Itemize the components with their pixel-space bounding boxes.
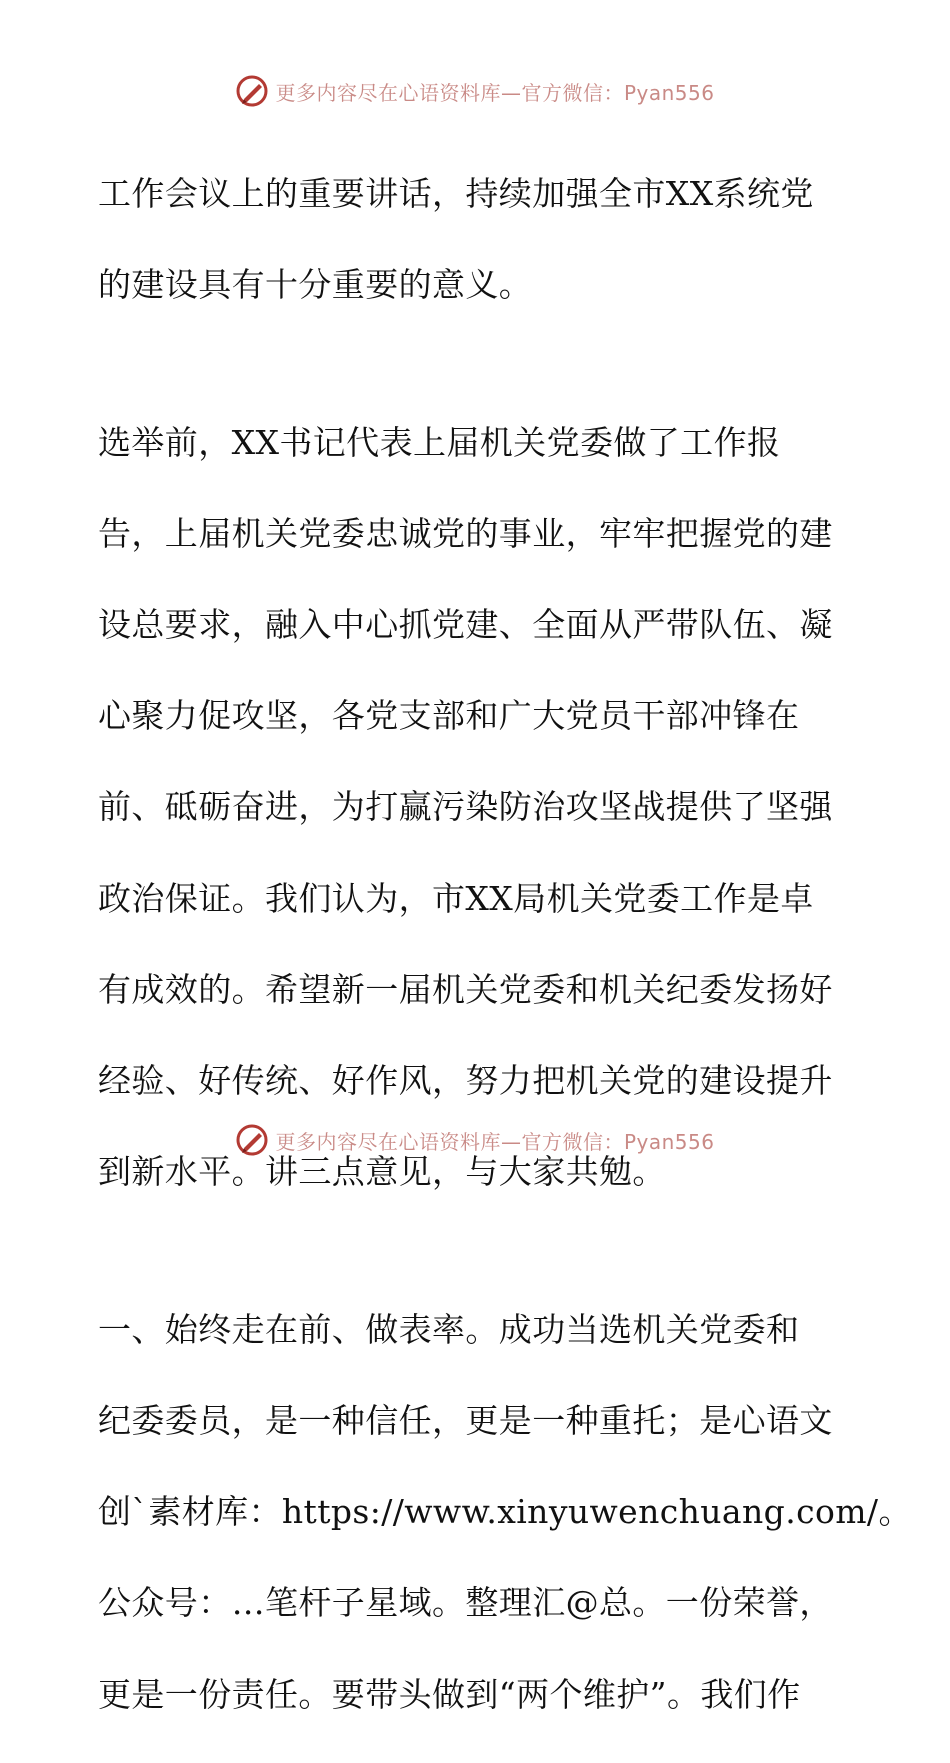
text-line: 更是一份责任。要带头做到“两个维护”。我们作 (98, 1674, 801, 1714)
header-watermark (0, 71, 950, 111)
header-watermark-text: 更多内容尽在心语资料库—官方微信：Pyan556 (275, 80, 715, 105)
text-line: 选举前，XX书记代表上届机关党委做了工作报 (98, 422, 781, 462)
document-body (98, 125, 912, 1763)
paragraph-1 (98, 125, 858, 353)
footer-watermark (0, 1120, 950, 1160)
text-line: 告，上届机关党委忠诚党的事业，牢牢把握党的建 (98, 513, 833, 553)
text-line: 有成效的。希望新一届机关党委和机关纪委发扬好 (98, 969, 833, 1009)
text-line: 政治保证。我们认为，市XX局机关党委工作是卓 (98, 878, 814, 918)
text-line: 心聚力促攻坚，各党支部和广大党员干部冲锋在 (98, 696, 800, 736)
text-line: 一、始终走在前、做表率。成功当选机关党委和 (98, 1309, 800, 1349)
text-line: 经验、好传统、好作风，努力把机关党的建设提升 (98, 1060, 833, 1100)
text-line: 纪委委员，是一种信任，更是一种重托；是心语文 (98, 1401, 833, 1441)
pen-seal-logo-icon (235, 74, 269, 108)
paragraph-3 (98, 1261, 912, 1763)
text-line: 到新水平。讲三点意见，与大家共勉。 (98, 1152, 666, 1192)
text-line: 的建设具有十分重要的意义。 (98, 264, 533, 304)
pen-seal-logo-icon (235, 1123, 269, 1157)
text-line: 设总要求，融入中心抓党建、全面从严带队伍、凝 (98, 604, 833, 644)
text-line: 前、砥砺奋进，为打赢污染防治攻坚战提供了坚强 (98, 787, 833, 827)
paragraph-2 (98, 374, 858, 1240)
text-line: 工作会议上的重要讲话，持续加强全市XX系统党 (98, 173, 814, 213)
text-line: 创`素材库：https://www.xinyuwenchuang.com/。 (98, 1492, 912, 1532)
text-line: 公众号：…笔杆子星域。整理汇@总。一份荣誉， (98, 1583, 833, 1623)
footer-watermark-text: 更多内容尽在心语资料库—官方微信：Pyan556 (275, 1129, 715, 1154)
